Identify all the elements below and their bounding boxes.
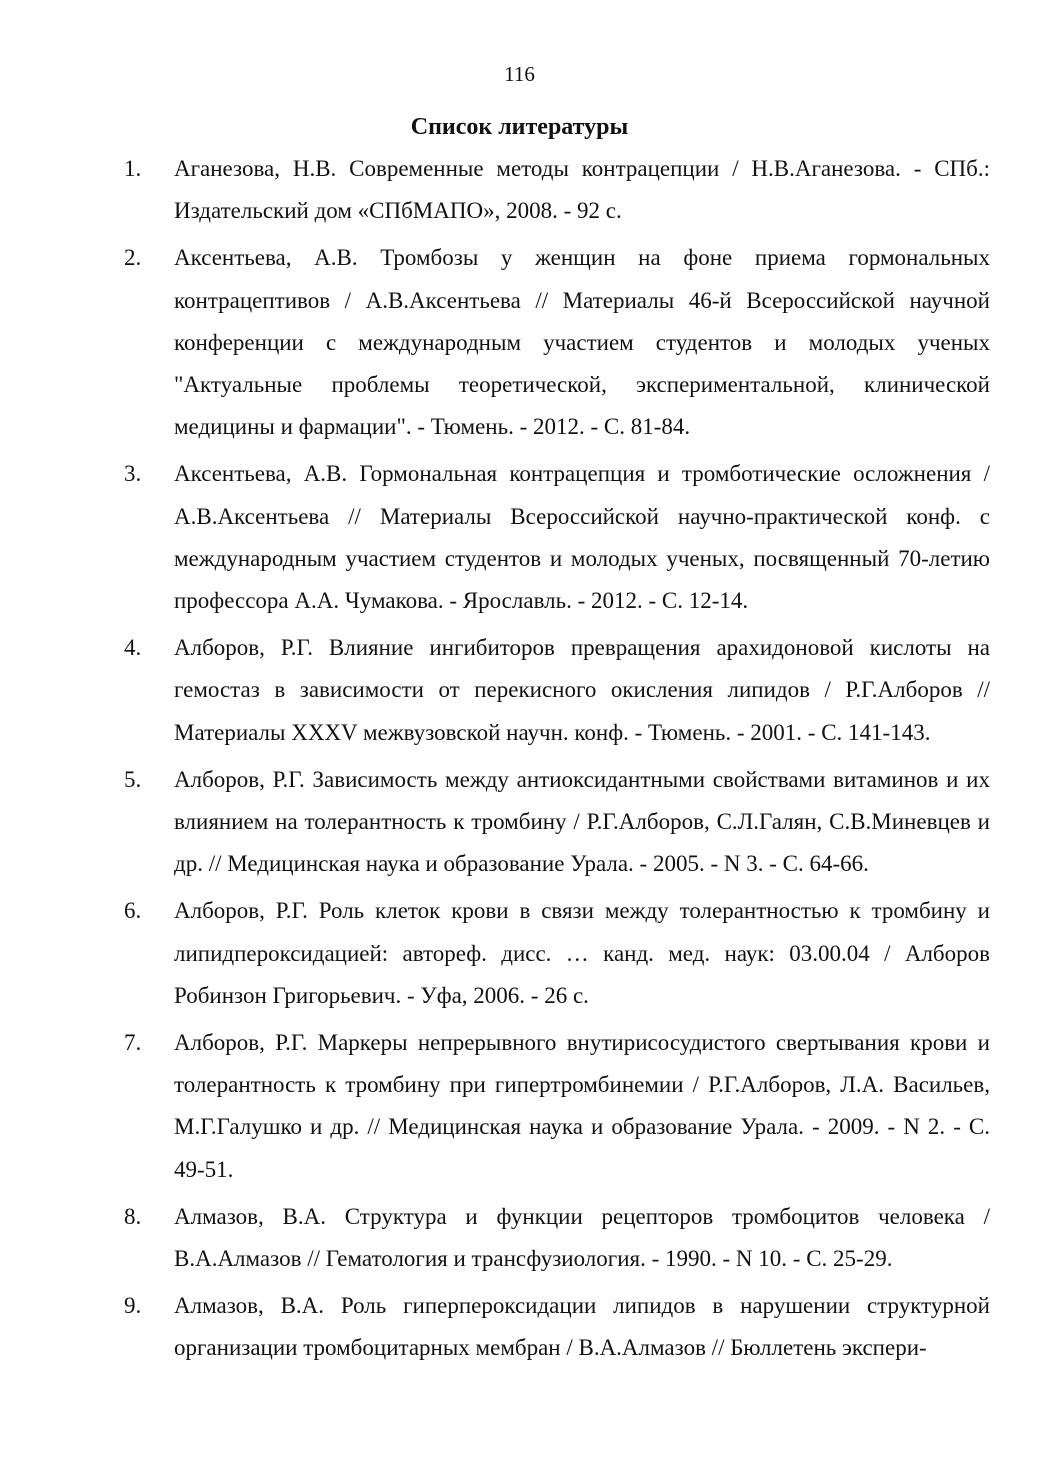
reference-text: Алборов, Р.Г. Влияние ингибиторов превращения арахидоновой кислоты на гемостаз в зависимости от перекисного окисления липидов / Р.Г.Алборов // Материалы XXXV межвузовской научн. конф. - Тюмень. - 2001. - С. 141-143. [174, 635, 990, 745]
page-title: Список литературы [410, 114, 629, 140]
reference-text: Аксентьева, А.В. Гормональная контрацепция и тромботические осложнения / А.В.Аксентьева // Материалы Всероссийской научно-практической конф. с международным участием студентов и молодых ученых, посвященный 70-летию профессора А.А. Чумакова. - Ярославль. - 2012. - С. 12-14. [174, 461, 990, 614]
reference-text: Алмазов, В.А. Роль гиперпероксидации липидов в нарушении структурной организации тромбоцитарных мембран / В.А.Алмазов // Бюллетень экспери- [174, 1293, 990, 1361]
reference-item [124, 148, 990, 232]
reference-item [124, 759, 990, 886]
reference-number: 4. [124, 635, 142, 661]
reference-item [124, 1196, 990, 1280]
reference-number: 9. [124, 1293, 142, 1319]
reference-text: Аганезова, Н.В. Современные методы контрацепции / Н.В.Аганезова. - СПб.: Издательский дом «СПбМАПО», 2008. - 92 с. [174, 156, 990, 224]
reference-item [124, 1022, 990, 1191]
reference-item [124, 890, 990, 1017]
reference-item [124, 453, 990, 622]
reference-list [124, 148, 990, 1375]
reference-number: 5. [124, 766, 142, 792]
reference-text: Аксентьева, А.В. Тромбозы у женщин на фоне приема гормональных контрацептивов / А.В.Аксентьева // Материалы 46-й Всероссийской научной конференции с международным участием студентов и молодых ученых "Актуальные проблемы теоретической, экспериментальной, клинической медицины и фармации". - Тюмень. - 2012. - С. 81-84. [174, 245, 990, 440]
reference-item [124, 627, 990, 754]
page-number: 116 [504, 62, 535, 86]
reference-number: 7. [124, 1030, 142, 1056]
reference-number: 3. [124, 461, 142, 487]
reference-number: 8. [124, 1203, 142, 1229]
reference-text: Алмазов, В.А. Структура и функции рецепторов тромбоцитов человека / В.А.Алмазов // Гематология и трансфузиология. - 1990. - N 10. - С. 25-29. [174, 1203, 990, 1272]
reference-item [124, 237, 990, 448]
reference-text: Алборов, Р.Г. Роль клеток крови в связи между толерантностью к тромбину и липидпероксидацией: автореф. дисс. … канд. мед. наук: 03.00.04 / Алборов Робинзон Григорьевич. - Уфа, 2006. - 26 с. [174, 898, 990, 1008]
reference-number: 6. [124, 898, 142, 924]
reference-text: Алборов, Р.Г. Маркеры непрерывного внутирисосудистого свертывания крови и толерантность к тромбину при гипертромбинемии / Р.Г.Алборов, Л.А. Васильев, М.Г.Галушко и др. // Медицинская наука и образование Урала. - 2009. - N 2. - С. 49-51. [174, 1030, 990, 1182]
reference-text: Алборов, Р.Г. Зависимость между антиоксидантными свойствами витаминов и их влиянием на толерантность к тромбину / Р.Г.Алборов, С.Л.Галян, С.В.Миневцев и др. // Медицинская наука и образование Урала. - 2005. - N 3. - С. 64-66. [174, 766, 990, 877]
reference-item [124, 1285, 990, 1369]
reference-number: 2. [124, 245, 142, 271]
reference-number: 1. [124, 156, 142, 181]
